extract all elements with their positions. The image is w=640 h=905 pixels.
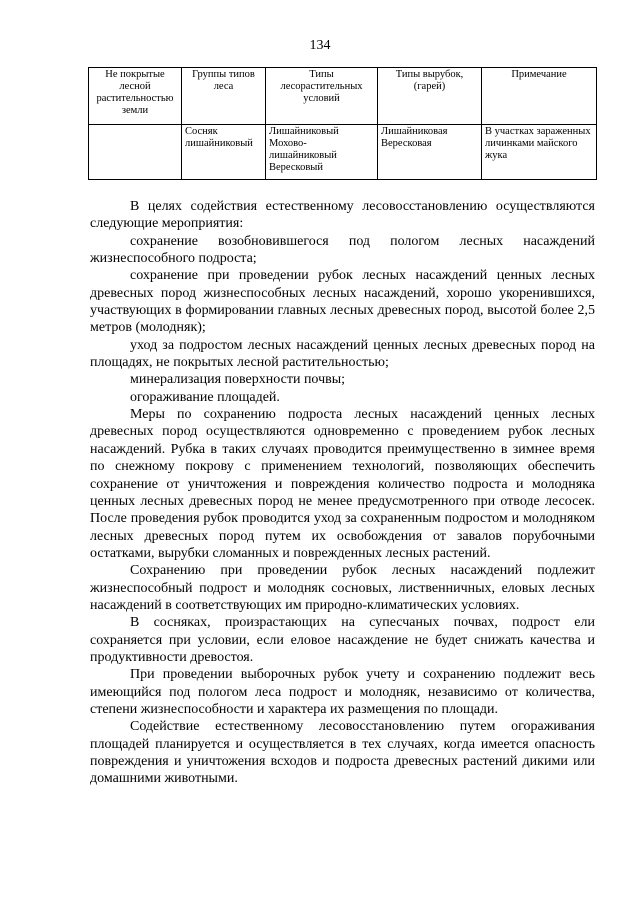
header-non-covered-lands: Не покрытые лесной растительностью земли (89, 68, 182, 125)
paragraph-measure-4: минерализация поверхности почвы; (130, 372, 346, 388)
paragraph-pine-stands: В сосняках, произрастающих на супесчаных почвах, подрост ели сохраняется при условии, если еловое насаждение не будет снижать качества и продуктивности древостоя. (90, 615, 595, 665)
paragraph-undergrowth-measures: Меры по сохранению подроста лесных насаждений ценных лесных древесных пород осуществляются одновременно с проведением рубок лесных насаждений. Рубка в таких случаях проводится преимущественно в зимнее время по снежному покрову с применением технологий, позволяющих обеспечить сохранение от уничтожения и повреждения количество подроста и молодняка ценных лесных древесных пород не менее предусмотренного при отводе лесосек. После проведения рубок проводится уход за сохраненным подростом и молодняком лесных древесных пород путем их освобождения от завалов порубочными остатками, вырубки сломанных и поврежденных лесных растений. (90, 407, 595, 561)
paragraph-measure-3: уход за подростом лесных насаждений ценных лесных древесных пород на площадях, не покрытых лесной растительностью; (90, 337, 595, 371)
body-text (90, 198, 595, 788)
paragraph-measure-5: огораживание площадей. (130, 389, 280, 405)
header-forest-type-groups: Группы типов леса (182, 68, 266, 125)
header-note: Примечание (482, 68, 597, 125)
table-cell: Лишайниковая Вересковая (378, 125, 482, 180)
table-cell: В участках зараженных личинками майского жука (482, 125, 597, 180)
paragraph-preservation: Сохранению при проведении рубок лесных насаждений подлежит жизнеспособный подрост и молодняк сосновых, лиственничных, еловых лесных насаждений в соответствующих им природно-климатических условиях. (90, 563, 595, 613)
page-number: 134 (309, 38, 331, 53)
paragraph-measure-2: сохранение при проведении рубок лесных насаждений ценных лесных древесных пород жизнеспособных лесных насаждений, хорошо укоренившихся, участвующих в формировании главных лесных древесных пород, высотой более 2,5 метров (молодняк); (90, 268, 595, 336)
table-cell: Лишайниковый Мохово-лишайниковый Вересковый (266, 125, 378, 180)
table-row (89, 125, 597, 180)
header-clearing-types: Типы вырубок, (гарей) (378, 68, 482, 125)
paragraph-measure-1: сохранение возобновившегося под пологом лесных насаждений жизнеспособного подроста; (90, 233, 595, 267)
table-header-row (89, 68, 597, 125)
header-growing-conditions: Типы лесорастительных условий (266, 68, 378, 125)
table-cell (89, 125, 182, 180)
paragraph-fencing: Содействие естественному лесовосстановлению путем огораживания площадей планируется и осуществляется в тех случаях, когда имеется опасность повреждения и уничтожения всходов и подроста древесных растений дикими или домашними животными. (90, 719, 595, 787)
forest-types-table (88, 67, 597, 180)
table-cell: Сосняк лишайниковый (182, 125, 266, 180)
paragraph-selective-cutting: При проведении выборочных рубок учету и сохранению подлежит весь имеющийся под пологом леса подрост и молодняк, независимо от количества, степени жизнеспособности и характера их размещения по площади. (90, 667, 595, 717)
paragraph-intro: В целях содействия естественному лесовосстановлению осуществляются следующие мероприятия: (90, 199, 595, 232)
